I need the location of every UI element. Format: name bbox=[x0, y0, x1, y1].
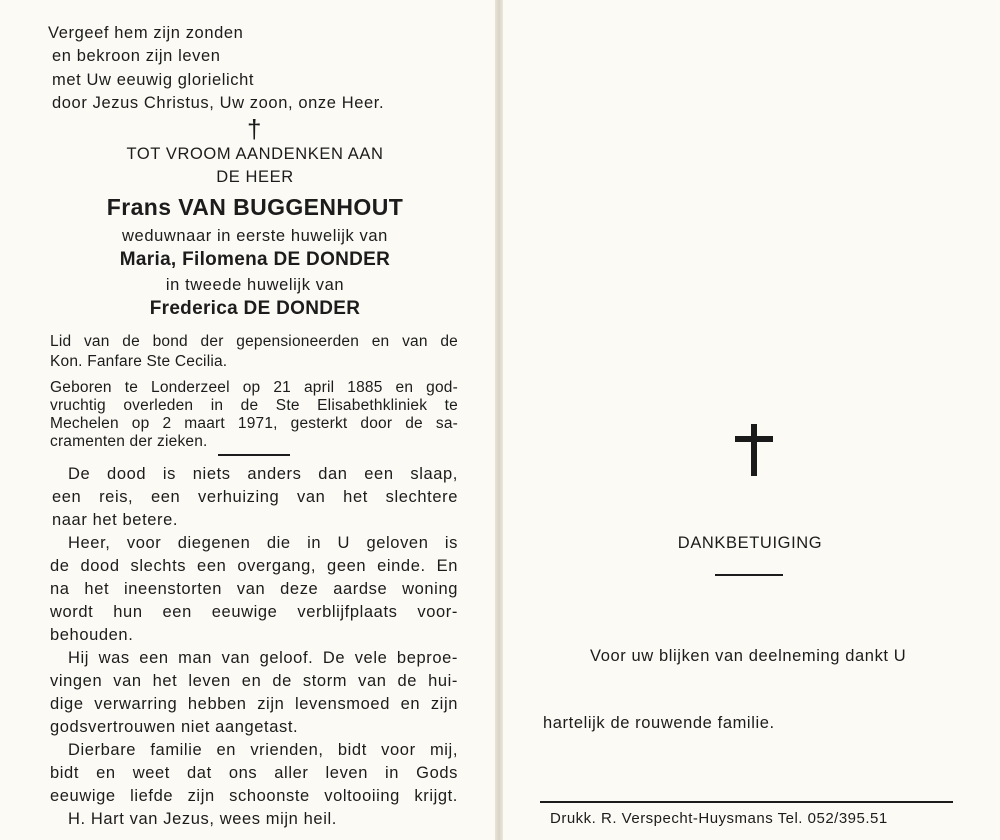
paragraph-line: de dood slechts een overgang, geen einde. En bbox=[50, 557, 458, 575]
divider bbox=[218, 454, 290, 456]
birth-death-line: cramenten der zieken. bbox=[50, 433, 208, 450]
cross-icon: † bbox=[247, 114, 262, 144]
paragraph-line: na het ineenstorten van deze aardse woning bbox=[50, 580, 458, 598]
memorial-heading: TOT VROOM AANDENKEN AAN bbox=[126, 145, 384, 163]
paragraph-line: Hij was een man van geloof. De vele beproe- bbox=[68, 649, 458, 667]
membership-line: Kon. Fanfare Ste Cecilia. bbox=[50, 353, 228, 370]
paragraph-line: vingen van het leven en de storm van de hui- bbox=[50, 672, 458, 690]
thanks-line: Voor uw blijken van deelneming dankt U bbox=[590, 647, 907, 665]
spouse-first: Maria, Filomena DE DONDER bbox=[119, 249, 391, 270]
paragraph-line: Dierbare familie en vrienden, bidt voor mij, bbox=[68, 741, 458, 759]
cross-icon bbox=[744, 424, 764, 476]
birth-death-line: Mechelen op 2 maart 1971, gesterkt door de sa- bbox=[50, 415, 458, 432]
paragraph-line: godsvertrouwen niet aangetast. bbox=[50, 718, 299, 736]
widower-first: weduwnaar in eerste huwelijk van bbox=[122, 227, 388, 245]
prayer-line: Vergeef hem zijn zonden bbox=[48, 24, 244, 42]
footer-rule bbox=[540, 801, 953, 803]
thanks-line: hartelijk de rouwende familie. bbox=[543, 714, 775, 732]
widower-second: in tweede huwelijk van bbox=[165, 276, 345, 294]
divider bbox=[715, 574, 783, 576]
membership-line: Lid van de bond der gepensioneerden en van de bbox=[50, 333, 458, 350]
printer-credit: Drukk. R. Verspecht-Huysmans Tel. 052/395.51 bbox=[550, 810, 888, 827]
prayer-line: en bekroon zijn leven bbox=[52, 47, 221, 65]
birth-death-line: vruchtig overleden in de Ste Elisabethkliniek te bbox=[50, 397, 458, 414]
memorial-title: DE HEER bbox=[216, 168, 294, 186]
right-page bbox=[503, 0, 1000, 840]
prayer-line: door Jezus Christus, Uw zoon, onze Heer. bbox=[52, 94, 385, 112]
prayer-line: met Uw eeuwig glorielicht bbox=[52, 71, 255, 89]
paragraph-line: De dood is niets anders dan een slaap, bbox=[68, 465, 458, 483]
paragraph-line: dige verwarring hebben zijn levensmoed en zijn bbox=[50, 695, 458, 713]
closing-line: H. Hart van Jezus, wees mijn heil. bbox=[68, 810, 337, 828]
deceased-name: Frans VAN BUGGENHOUT bbox=[106, 194, 404, 220]
paragraph-line: wordt hun een eeuwige verblijfplaats voor- bbox=[50, 603, 458, 621]
birth-death-line: Geboren te Londerzeel op 21 april 1885 en god- bbox=[50, 379, 458, 396]
card-fold bbox=[495, 0, 503, 840]
spouse-second: Frederica DE DONDER bbox=[149, 298, 361, 319]
paragraph-line: een reis, een verhuizing van het slechtere bbox=[52, 488, 458, 506]
paragraph-line: behouden. bbox=[50, 626, 134, 644]
paragraph-line: eeuwige liefde zijn schoonste voltooiing krijgt. bbox=[50, 787, 458, 805]
paragraph-line: naar het betere. bbox=[52, 511, 179, 529]
left-page bbox=[0, 0, 495, 840]
paragraph-line: bidt en weet dat ons aller leven in Gods bbox=[50, 764, 458, 782]
thanks-title: DANKBETUIGING bbox=[677, 534, 823, 552]
paragraph-line: Heer, voor diegenen die in U geloven is bbox=[68, 534, 458, 552]
